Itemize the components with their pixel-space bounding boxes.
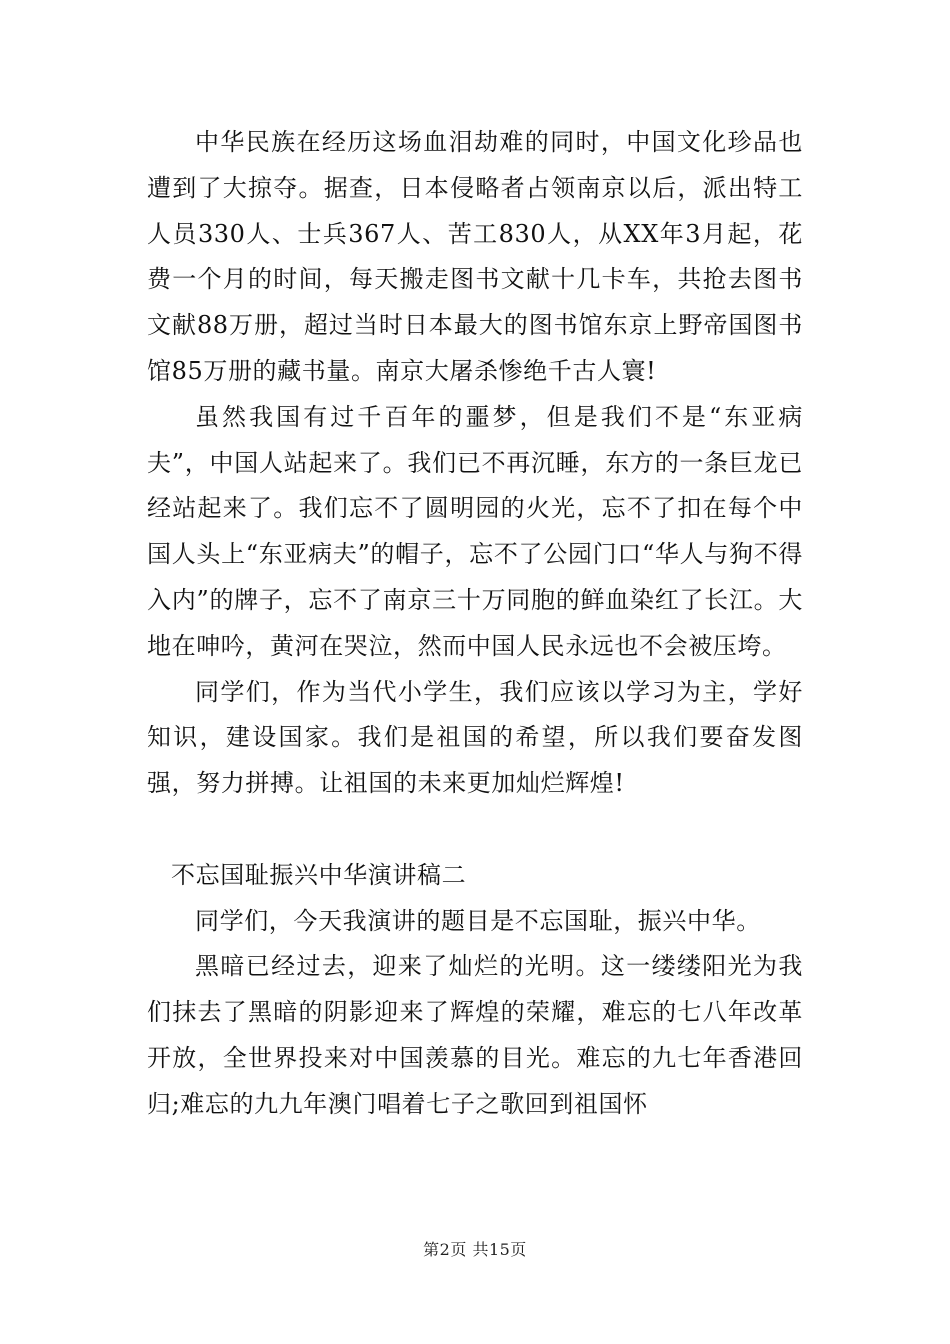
section-heading: 不忘国耻振兴中华演讲稿二 (171, 860, 467, 889)
paragraph-not-sick-man: 虽然我国有过千百年的噩梦，但是我们不是“东亚病夫”，中国人站起来了。我们已不再沉睡，东方的一条巨龙已经站起来了。我们忘不了圆明园的火光，忘不了扣在每个中国人头上“东亚病夫”的帽子，忘不了公园门口“华人与狗不得入内”的牌子，忘不了南京三十万同胞的鲜血染红了长江。大地在呻吟，黄河在哭泣，然而中国人民永远也不会被压垮。 (147, 402, 803, 660)
section-spacer (147, 807, 803, 853)
paragraph-looting: 中华民族在经历这场血泪劫难的同时，中国文化珍品也遭到了大掠夺。据查，日本侵略者占领南京以后，派出特工人员330人、士兵367人、苦工830人，从XX年3月起，花费一个月的时间，每天搬走图书文献十几卡车，共抢去图书文献88万册，超过当时日本最大的图书馆东京上野帝国图书馆85万册的藏书量。南京大屠杀惨绝千古人寰! (147, 128, 803, 385)
paragraph-speech-topic: 同学们，今天我演讲的题目是不忘国耻，振兴中华。 (195, 906, 761, 935)
page-number-footer: 第2页 共15页 (423, 1240, 527, 1259)
paragraph-students-duty: 同学们，作为当代小学生，我们应该以学习为主，学好知识，建设国家。我们是祖国的希望，所以我们要奋发图强，努力拼搏。让祖国的未来更加灿烂辉煌! (147, 677, 803, 798)
paragraph-light-arrived: 黑暗已经过去，迎来了灿烂的光明。这一缕缕阳光为我们抹去了黑暗的阴影迎来了辉煌的荣耀，难忘的七八年改革开放，全世界投来对中国羡慕的目光。难忘的九七年香港回归;难忘的九九年澳门唱着七子之歌回到祖国怀 (147, 952, 803, 1118)
document-body (147, 120, 803, 1128)
